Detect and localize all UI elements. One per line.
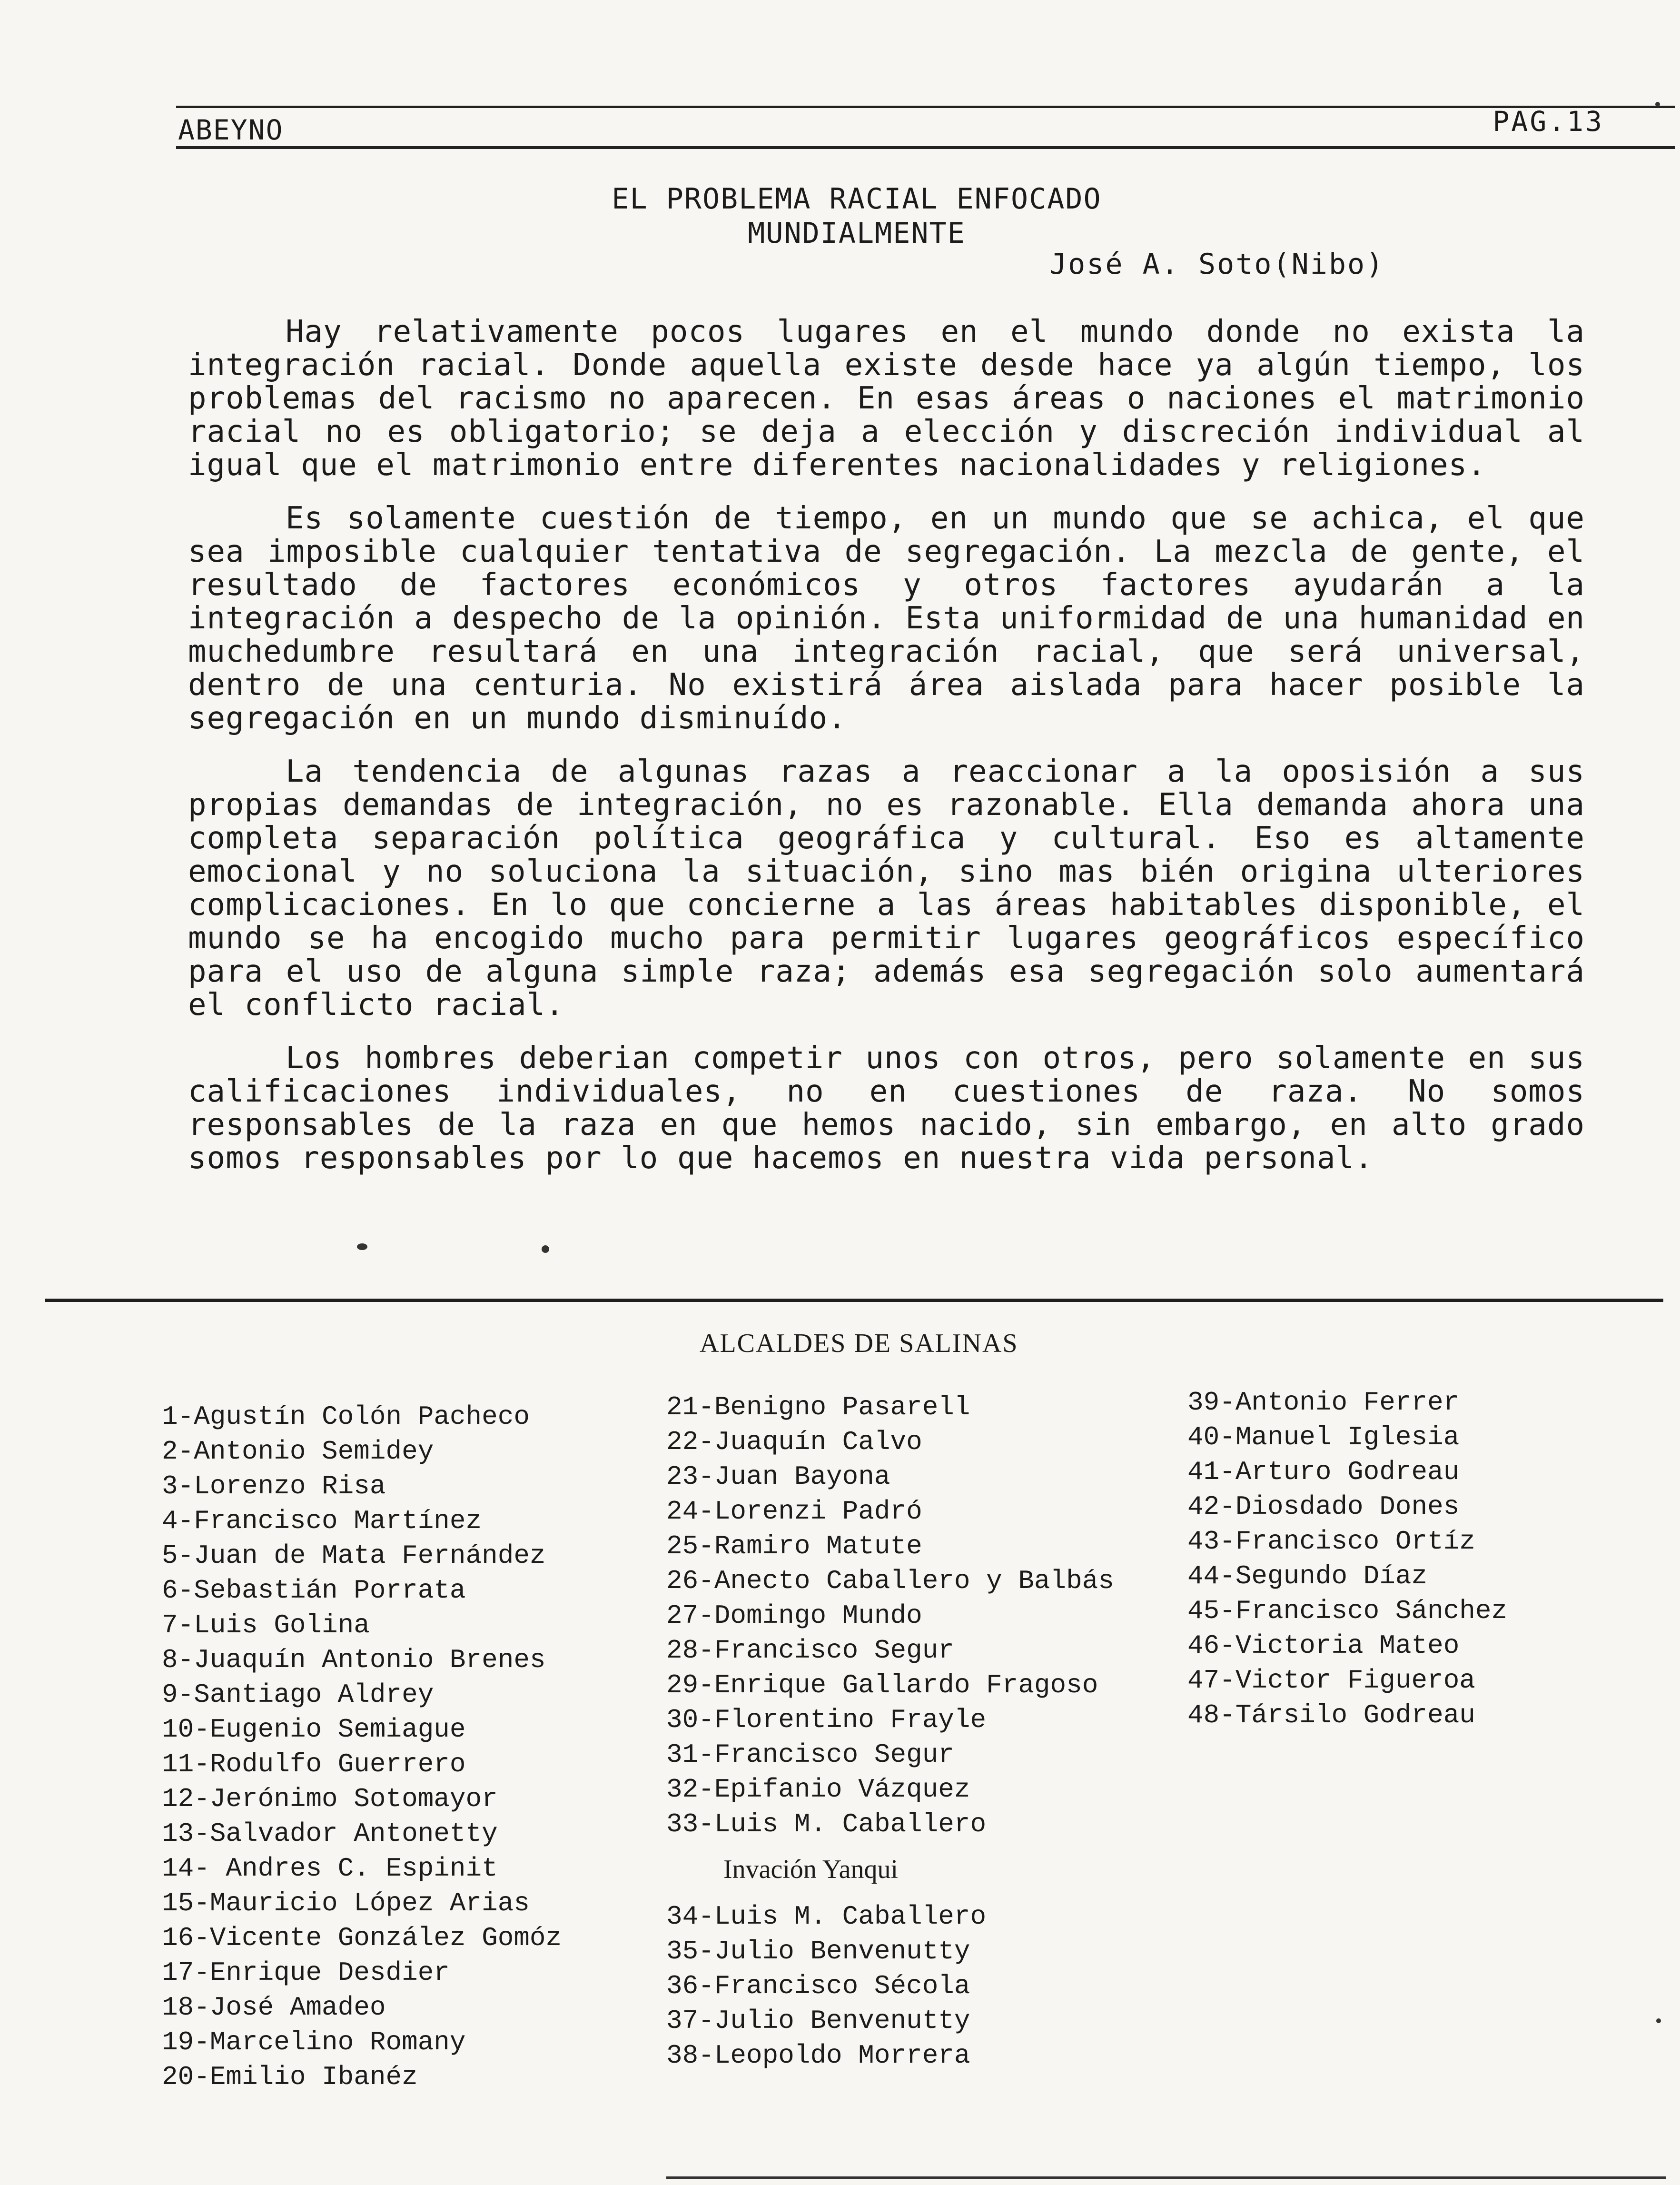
mayor-list-item: 33-Luis M. Caballero [666, 1809, 987, 1839]
mayor-list-item: 20-Emilio Ibanéz [162, 2062, 418, 2092]
section-divider [45, 1299, 1663, 1302]
mayor-list-item: 11-Rodulfo Guerrero [162, 1749, 466, 1779]
mayor-list-item: 12-Jerónimo Sotomayor [162, 1784, 498, 1814]
mayor-list-item: 8-Juaquín Antonio Brenes [162, 1645, 546, 1675]
mayor-list-item: 36-Francisco Sécola [666, 1971, 970, 2001]
scan-speck [357, 1243, 367, 1250]
mayor-list-item: 13-Salvador Antonetty [162, 1818, 498, 1849]
article-author: José A. Soto(Nibo) [1049, 248, 1385, 281]
mayors-list-title: ALCALDES DE SALINAS [700, 1329, 1018, 1358]
mayor-list-item: 40-Manuel Iglesia [1187, 1422, 1460, 1452]
article-title [524, 182, 1190, 250]
mayor-list-item: 43-Francisco Ortíz [1187, 1526, 1475, 1557]
mayor-list-item: 39-Antonio Ferrer [1187, 1387, 1460, 1418]
article-paragraph: Los hombres deberian competir unos con otros, pero solamente en sus calificaciones individuales, no en cuestiones de raza. No somos responsables de la raza en que hemos nacido, sin embargo, en alto grado somos responsables por lo que hacemos en nuestra vida personal. [188, 1041, 1585, 1176]
mayors-column-2 [666, 1390, 1114, 2073]
mayor-list-item: 9-Santiago Aldrey [162, 1679, 434, 1710]
mayor-list-item: 31-Francisco Segur [666, 1739, 954, 1770]
mayor-list-item: 6-Sebastián Porrata [162, 1575, 466, 1606]
mayor-list-item: 19-Marcelino Romany [162, 2027, 466, 2057]
mayor-list-item: 4-Francisco Martínez [162, 1506, 482, 1536]
mayors-column-1 [162, 1400, 562, 2095]
mayor-list-item: 46-Victoria Mateo [1187, 1630, 1460, 1661]
mayor-list-item: 23-Juan Bayona [666, 1461, 890, 1492]
article-title-line-1: EL PROBLEMA RACIAL ENFOCADO [612, 182, 1102, 216]
mayor-list-item: 47-Victor Figueroa [1187, 1665, 1475, 1696]
mayor-list-item: 5-Juan de Mata Fernández [162, 1540, 546, 1571]
publication-name: ABEYNO [178, 114, 284, 146]
article-title-line-2: MUNDIALMENTE [748, 217, 966, 250]
invasion-subheading: Invación Yanqui [723, 1855, 899, 1884]
mayor-list-item: 25-Ramiro Matute [666, 1531, 922, 1561]
mayor-list-item: 45-Francisco Sánchez [1187, 1596, 1508, 1626]
scan-speck [1656, 2018, 1661, 2023]
mayor-list-item: 38-Leopoldo Morrera [666, 2040, 970, 2071]
mayor-list-item: 34-Luis M. Caballero [666, 1901, 987, 1932]
page-header [176, 106, 1675, 149]
mayor-list-item: 42-Diosdado Dones [1187, 1491, 1460, 1522]
article-paragraph: Hay relativamente pocos lugares en el mundo donde no exista la integración racial. Donde aquella existe desde hace ya algún tiempo, los problemas del racismo no aparecen. En esas áreas o naciones el matrimonio racial no es obligatorio; se deja a elección y discreción individual al igual que el matrimonio entre diferentes nacionalidades y religiones. [188, 314, 1585, 483]
mayor-list-item: 16-Vicente González Gomóz [162, 1923, 562, 1953]
scan-speck [542, 1245, 549, 1253]
mayor-list-item: 10-Eugenio Semiague [162, 1714, 466, 1745]
bottom-edge-rule [666, 2176, 1666, 2179]
mayor-list-item: 21-Benigno Pasarell [666, 1392, 970, 1422]
mayor-list-item: 3-Lorenzo Risa [162, 1471, 386, 1501]
mayor-list-item: 32-Epifanio Vázquez [666, 1774, 970, 1805]
mayor-list-item: 22-Juaquín Calvo [666, 1427, 922, 1457]
mayor-list-item: 30-Florentino Frayle [666, 1705, 987, 1735]
mayors-column-3 [1187, 1385, 1507, 1733]
article-body [188, 315, 1585, 1195]
mayor-list-item: 7-Luis Golina [162, 1610, 370, 1640]
article-paragraph: Es solamente cuestión de tiempo, en un mundo que se achica, el que sea imposible cualquier tentativa de segregación. La mezcla de gente, el resultado de factores económicos y otros factores ayudarán a la integración a despecho de la opinión. Esta uniformidad de una humanidad en muchedumbre resultará en una integración racial, que será universal, dentro de una centuria. No existirá área aislada para hacer posible la segregación en un mundo disminuído. [188, 501, 1585, 736]
mayor-list-item: 26-Anecto Caballero y Balbás [666, 1566, 1114, 1596]
mayor-list-item: 15-Mauricio López Arias [162, 1888, 530, 1918]
mayor-list-item: 27-Domingo Mundo [666, 1600, 922, 1631]
mayor-list-item: 14- Andres C. Espinit [162, 1853, 498, 1884]
mayor-list-item: 29-Enrique Gallardo Fragoso [666, 1670, 1098, 1700]
mayor-list-item: 48-Társilo Godreau [1187, 1700, 1475, 1730]
scan-speck [1655, 102, 1660, 107]
mayor-list-item: 1-Agustín Colón Pacheco [162, 1401, 530, 1432]
mayor-list-item: 17-Enrique Desdier [162, 1957, 450, 1988]
mayor-list-item: 44-Segundo Díaz [1187, 1561, 1428, 1591]
mayor-list-item: 41-Arturo Godreau [1187, 1457, 1460, 1487]
mayor-list-item: 2-Antonio Semidey [162, 1436, 434, 1467]
page-number: PAG.13 [1492, 105, 1604, 138]
mayor-list-item: 35-Julio Benvenutty [666, 1936, 970, 1966]
mayor-list-item: 24-Lorenzi Padró [666, 1496, 922, 1527]
article-paragraph: La tendencia de algunas razas a reaccionar a la oposisión a sus propias demandas de integración, no es razonable. Ella demanda ahora una completa separación política geográfica y cultural. Eso es altamente emocional y no soluciona la situación, sino mas bién origina ulteriores complicaciones. En lo que concierne a las áreas habitables disponible, el mundo se ha encogido mucho para permitir lugares geográficos específico para el uso de alguna simple raza; además esa segregación solo aumentará el conflicto racial. [188, 754, 1585, 1023]
mayor-list-item: 37-Julio Benvenutty [666, 2006, 970, 2036]
mayor-list-item: 18-José Amadeo [162, 1992, 386, 2023]
mayor-list-item: 28-Francisco Segur [666, 1635, 954, 1666]
